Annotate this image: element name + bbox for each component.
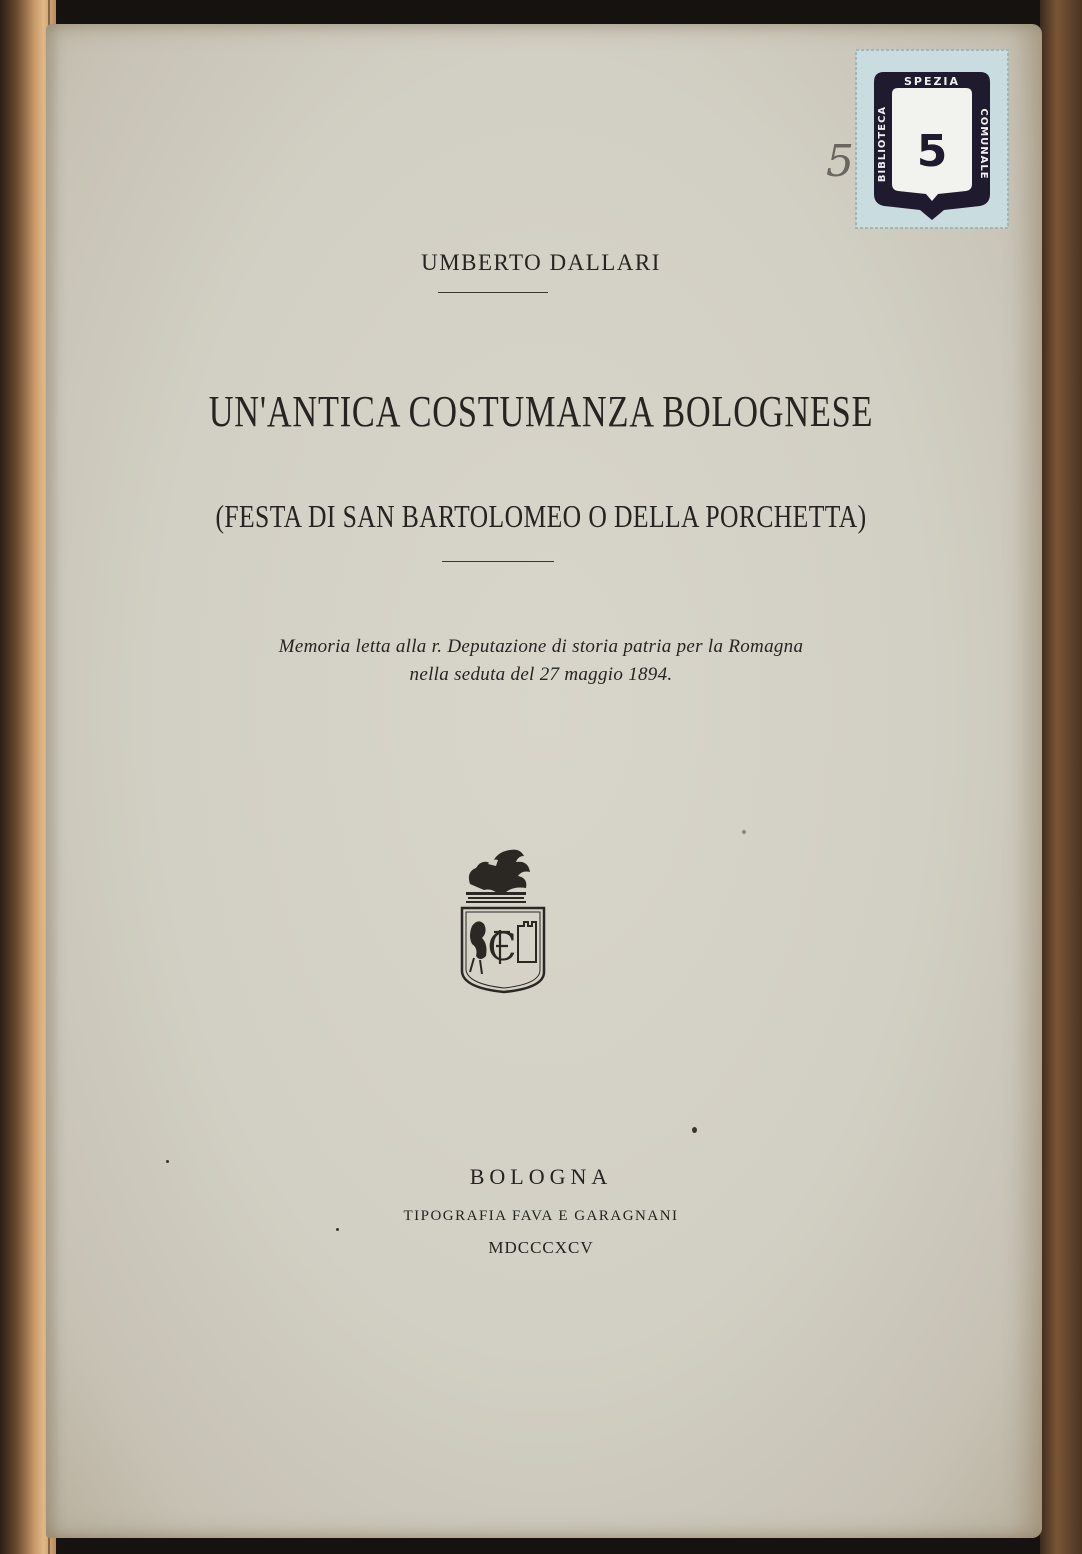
memoria-note-line-1: Memoria letta alla r. Deputazione di storia patria per la Romagna [278,636,804,657]
stamp-text-right: COMUNALE [978,108,989,180]
author-name: UMBERTO DALLARI [421,250,661,275]
imprint-year: MDCCCXCV [488,1238,594,1257]
svg-text:C: C [487,925,517,969]
book-title: UN'ANTICA COSTUMANZA BOLOGNESE [208,387,874,436]
pencil-annotation: 5 [826,136,854,187]
paper-speck [742,830,746,834]
book-subtitle: (FESTA DI SAN BARTOLOMEO O DELLA PORCHETTA) [215,498,867,534]
memoria-note-line-2: nella seduta del 27 maggio 1894. [409,664,673,685]
paper-speck [166,1160,169,1163]
imprint-printer: TIPOGRAFIA FAVA E GARAGNANI [403,1208,679,1224]
page-block-edge [1040,0,1082,1554]
printer-device-eagle-shield-icon [458,842,550,994]
imprint-city: BOLOGNA [469,1164,613,1189]
stamp-number: 5 [916,126,948,177]
title-page [46,24,1042,1538]
stamp-text-left: BIBLIOTECA [877,105,888,183]
divider-rule [442,561,554,562]
stamp-text-top: SPEZIA [903,75,961,88]
paper-speck [336,1228,339,1231]
divider-rule [438,292,548,293]
paper-speck [692,1127,697,1133]
